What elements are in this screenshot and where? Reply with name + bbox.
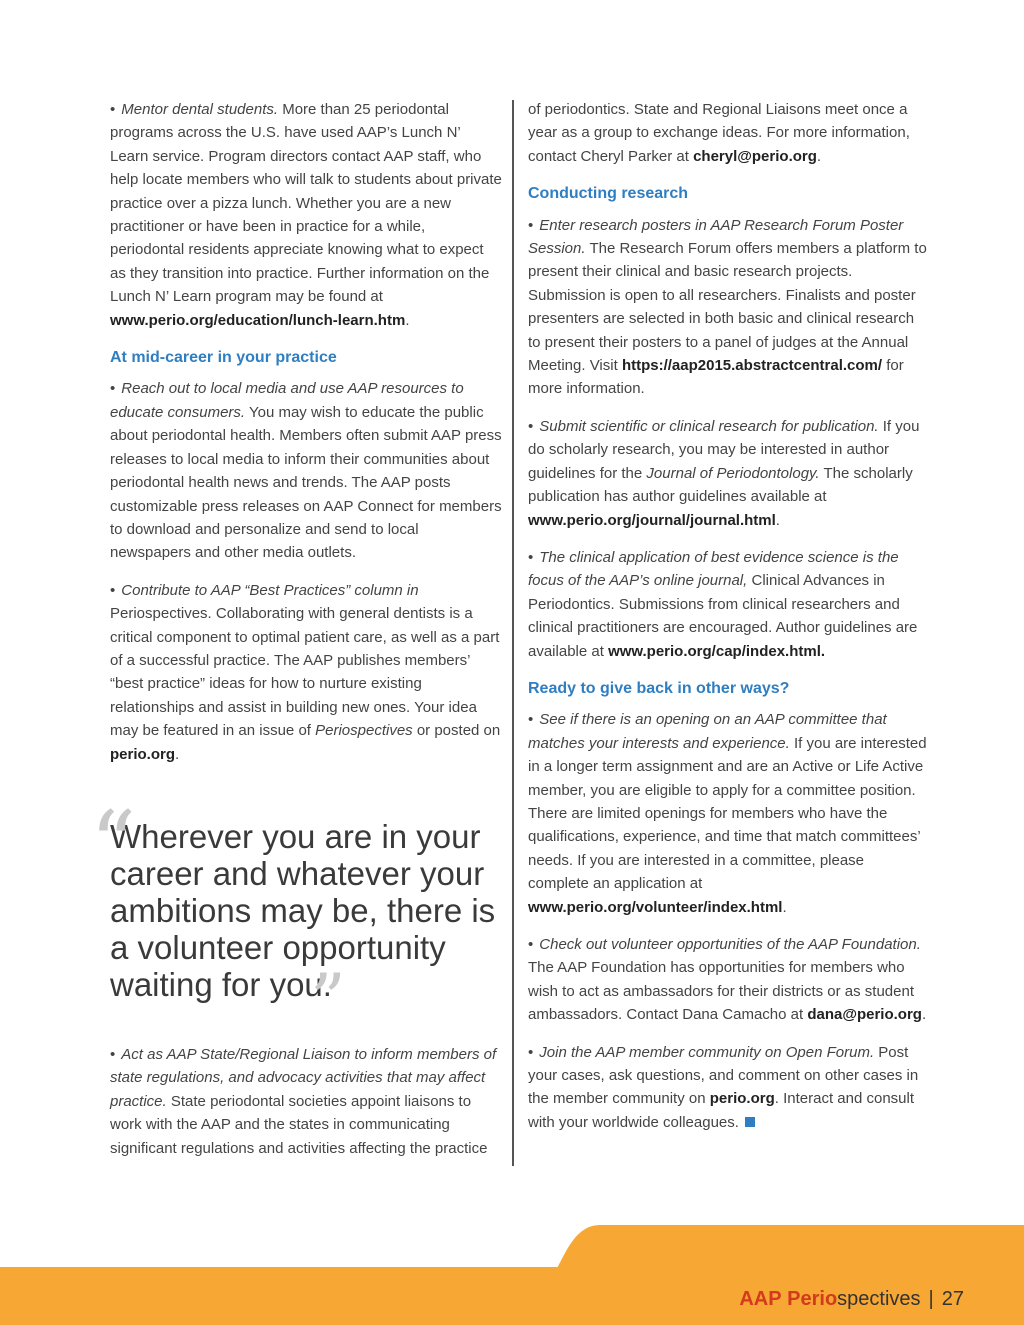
paragraph-state-liaison	[110, 1043, 502, 1160]
pull-quote-text: Wherever you are in your career and whatever your ambitions may be, there is a volunteer opportunity waiting for you.	[110, 818, 496, 1003]
heading-give-back: Ready to give back in other ways?	[528, 679, 790, 697]
bullet: •	[528, 1043, 534, 1061]
lead-text: Reach out to local media and use AAP resources to educate consumers.	[110, 380, 464, 421]
lead-text: Submit scientific or clinical research for publication.	[539, 417, 879, 435]
paragraph-committee	[528, 708, 928, 919]
footer-separator: |	[928, 1288, 934, 1310]
lead-text: Contribute to AAP “Best Practices” column in	[121, 581, 419, 599]
open-quote-icon: “	[90, 792, 137, 897]
bullet: •	[110, 101, 116, 118]
lead-text: Join the AAP member community on Open Forum.	[539, 1043, 875, 1061]
body-text: If you are interested in a longer term assignment and are an Active or Life Active member, you are eligible to apply for a committee position. There are limited openings for members who have the qualifications, experience, and time that match committees’ needs. If you are interested in a committee, please complete an application at	[528, 734, 927, 893]
body-text: of periodontics. State and Regional Liaisons meet once a year as a group to exchange ideas. For more information, contact Cheryl Parker at	[528, 101, 910, 165]
lead-text: Act as AAP State/Regional Liaison to inform members of state regulations, and advocacy activities that may affect practice.	[110, 1046, 497, 1110]
body-text: Post your cases, ask questions, and comment on other cases in the member community on	[528, 1043, 919, 1108]
bullet: •	[110, 1046, 116, 1063]
brand-perio: Perio	[787, 1288, 838, 1310]
close-quote-icon: ”	[309, 959, 346, 1041]
bullet: •	[528, 936, 534, 953]
paragraph-clinical-application	[528, 546, 928, 663]
paragraph-foundation	[528, 933, 928, 1027]
lead-text: Mentor dental students.	[121, 101, 279, 118]
lead-text: Enter research posters in AAP Research Forum Poster Session.	[528, 216, 904, 258]
brand-aap: AAP	[739, 1288, 782, 1310]
lead-text: See if there is an opening on an AAP committee that matches your interests and experience.	[528, 711, 887, 752]
body-text: The AAP Foundation has opportunities for members who wish to act as ambassadors for their districts or as student ambassadors. Contact Dana Camacho at	[528, 959, 914, 1024]
punctuation: .	[775, 511, 780, 529]
paragraph-research-posters	[528, 214, 928, 401]
right-column	[528, 98, 928, 1148]
link-cap[interactable]: www.perio.org/cap/index.html.	[608, 642, 826, 660]
body-text: If you do scholarly research, you may be interested in author guidelines for the	[528, 417, 920, 482]
left-column-bottom	[110, 1043, 502, 1174]
link-abstractcentral[interactable]: https://aap2015.abstractcentral.com/	[621, 357, 883, 375]
paragraph-submit-research	[528, 415, 928, 532]
link-dana-email[interactable]: dana@perio.org	[807, 1006, 922, 1024]
footer-brand	[739, 1288, 964, 1311]
bullet: •	[110, 581, 116, 599]
body-text: . Interact and consult with your worldwide colleagues.	[528, 1090, 915, 1131]
punctuation: .	[175, 745, 180, 763]
bullet: •	[528, 711, 534, 729]
body-text: or posted on	[412, 722, 501, 740]
link-lunch-learn[interactable]: www.perio.org/education/lunch-learn.htm	[110, 311, 406, 329]
body-text: for more information.	[528, 357, 904, 398]
link-journal[interactable]: www.perio.org/journal/journal.html	[528, 511, 776, 529]
bullet: •	[528, 216, 534, 234]
bullet: •	[528, 417, 534, 435]
paragraph-mentor-students	[110, 98, 502, 332]
link-perio-org-forum[interactable]: perio.org	[709, 1090, 775, 1108]
heading-conducting-research: Conducting research	[528, 185, 689, 203]
link-cheryl-email[interactable]: cheryl@perio.org	[693, 147, 817, 165]
punctuation: .	[921, 1006, 927, 1024]
paragraph-liaison-continued	[528, 98, 928, 168]
punctuation: .	[405, 311, 410, 329]
paragraph-best-practices	[110, 579, 502, 766]
lead-text: The clinical application of best evidence science is the focus of the AAP’s online journal,	[528, 548, 899, 590]
body-text: Periospectives. Collaborating with general dentists is a critical component to optimal patient care, as well as a part of a successful practice. The AAP publishes members’ “best practice” ideas for how to nurture existing relationships and assist in building new ones. Your idea may be featured in an issue of	[110, 605, 500, 740]
italic-text: Journal of Periodontology.	[646, 464, 820, 482]
paragraph-open-forum	[528, 1041, 928, 1135]
body-text: State periodontal societies appoint liaisons to work with the AAP and the states in communicating significant regulations and activities affecting the practice	[110, 1092, 488, 1157]
body-text: The Research Forum offers members a platform to present their clinical and basic research projects. Submission is open to all researchers. Finalists and poster presenters are selected in both basic and clinical research to present their posters to a panel of judges at the Annual Meeting. Visit	[528, 240, 927, 375]
lead-text: Check out volunteer opportunities of the AAP Foundation.	[539, 936, 921, 953]
punctuation: .	[816, 147, 822, 165]
italic-text: Periospectives	[315, 722, 413, 740]
bullet: •	[528, 548, 534, 566]
paragraph-local-media	[110, 377, 502, 564]
brand-spectives: spectives	[837, 1288, 921, 1310]
heading-mid-career: At mid-career in your practice	[110, 349, 337, 367]
link-perio-org[interactable]: perio.org	[110, 745, 176, 763]
body-text: The scholarly publication has author guidelines available at	[528, 464, 913, 506]
pull-quote	[90, 792, 510, 1041]
link-volunteer[interactable]: www.perio.org/volunteer/index.html	[528, 898, 783, 916]
body-text: You may wish to educate the public about periodontal health. Members often submit AAP press releases to local media to inform their communities about periodontal health news and trends. The AAP posts customizable press releases on AAP Connect for members to download and personalize and send to local newspapers and other media outlets.	[110, 403, 502, 562]
left-column	[110, 98, 502, 780]
pull-quote-text-block	[90, 792, 510, 1041]
page-number: 27	[941, 1288, 964, 1310]
punctuation: .	[782, 898, 787, 916]
body-text: More than 25 periodontal programs across the U.S. have used AAP’s Lunch N’ Learn service. Program directors contact AAP staff, who help locate members who will talk to students about private practice over a pizza lunch. Whether you are a new practitioner or have been in practice for a while, periodontal residents appreciate knowing what to expect as they transition into practice. Further information on the Lunch N’ Learn program may be found at	[110, 101, 502, 306]
bullet: •	[110, 380, 116, 398]
column-divider	[512, 100, 514, 1166]
end-square-icon	[745, 1117, 755, 1127]
body-text: Clinical Advances in Periodontics. Submissions from clinical researchers and clinical practitioners are encouraged. Author guidelines are available at	[528, 572, 918, 660]
